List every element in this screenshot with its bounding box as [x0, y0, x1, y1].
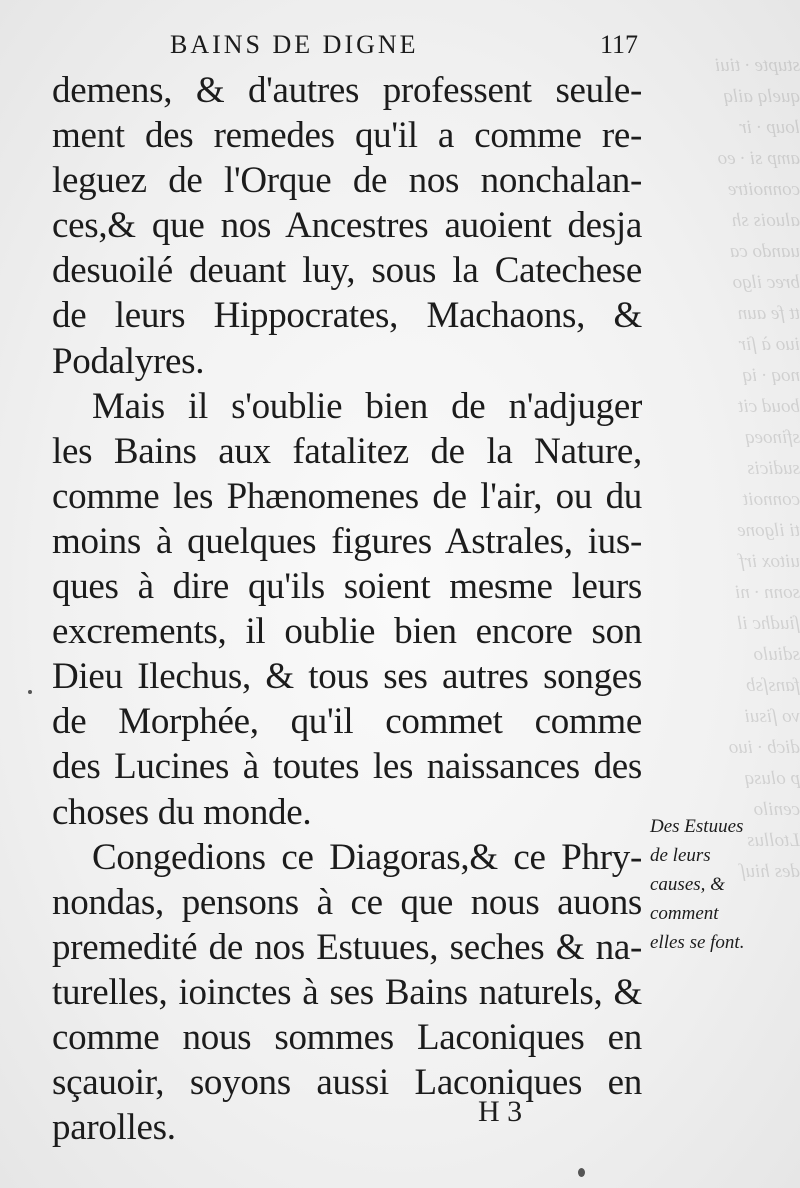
paragraph-start: Mais il s'oublie bien de n'adjuger: [92, 385, 642, 427]
margin-note-line: comment: [650, 903, 719, 924]
signature-mark: H 3: [478, 1095, 523, 1128]
ink-speck: [28, 690, 32, 694]
page-number: 117: [600, 30, 639, 59]
text-line: premedité de nos Estuues, seches & na-: [52, 926, 642, 968]
text-line: les Bains aux fatalitez de la Nature,: [52, 430, 642, 472]
text-line: de Morphée, qu'il commet comme: [52, 701, 642, 743]
paragraph-start: Congedions ce Diagoras,& ce Phry-: [92, 836, 642, 878]
text-line: nondas, pensons à ce que nous auons: [52, 881, 642, 923]
bleed-through-text: stupte · tiui quelq ailq loup · ir amp si · eo connoitre aluois sh uando ca brec ilgo tt fe aun iuo à ſir noq · iq boud cit sfinoeq sudicis connoit ti ilgone uitox irf sonn · ni ſiudhc il sdiulo fansſsb vo ſisui dicb · iuo p olusq cenilo Ltollus des hiuſ: [715, 55, 800, 882]
text-line: demens, & d'autres professent seule-: [52, 70, 642, 111]
text-line: sçauoir, soyons aussi Laconiques en: [52, 1062, 642, 1104]
text-line: comme nous sommes Laconiques en: [52, 1016, 642, 1058]
margin-note-line: de leurs: [650, 845, 711, 866]
text-line: excrements, il oublie bien encore son: [52, 611, 642, 653]
text-line: Podalyres.: [52, 340, 205, 382]
text-line: des Lucines à toutes les naissances des: [52, 746, 642, 788]
text-line: moins à quelques figures Astrales, ius-: [52, 520, 642, 562]
running-title: BAINS DE DIGNE: [170, 30, 419, 59]
ink-speck: [578, 1168, 585, 1177]
body-text: [52, 68, 642, 1150]
text-line: ques à dire qu'ils soient mesme leurs: [52, 566, 642, 608]
text-line: turelles, ioinctes à ses Bains naturels, &: [52, 971, 642, 1013]
text-line: leguez de l'Orque de nos nonchalan-: [52, 160, 642, 202]
text-line: ment des remedes qu'il a comme re-: [52, 115, 642, 157]
text-line: parolles.: [52, 1107, 176, 1149]
text-line: desuoilé deuant luy, sous la Catechese: [52, 250, 642, 292]
text-line: Dieu Ilechus, & tous ses autres songes: [52, 656, 642, 698]
margin-note-line: causes, &: [650, 874, 725, 895]
text-line: choses du monde.: [52, 791, 312, 833]
margin-note-line: elles se font.: [650, 932, 745, 953]
text-line: comme les Phænomenes de l'air, ou du: [52, 475, 642, 517]
margin-note-line: Des Estuues: [650, 816, 744, 837]
text-line: de leurs Hippocrates, Machaons, &: [52, 295, 642, 337]
margin-note: [650, 812, 790, 957]
text-line: ces,& que nos Ancestres auoient desja: [52, 205, 642, 247]
